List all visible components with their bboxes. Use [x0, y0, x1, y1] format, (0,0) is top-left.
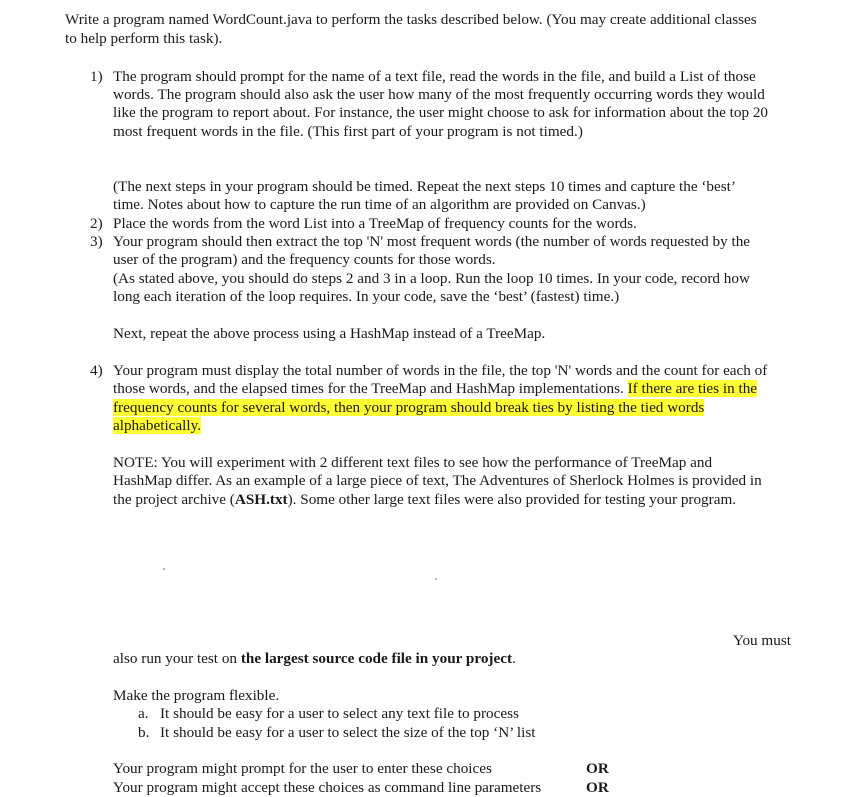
timed-note-line: time. Notes about how to capture the run time of an algorithm are provided on Canvas.): [113, 196, 646, 213]
also-run-text: also run your test on: [113, 650, 241, 667]
step3-line: Your program should then extract the top 'N' most frequent words (the number of words requested by the: [113, 233, 751, 250]
step4-line: [113, 380, 757, 398]
file-name: ASH.txt: [234, 491, 288, 508]
scan-speck: [163, 568, 165, 570]
list-marker: b.: [138, 724, 150, 741]
note-line: [113, 491, 736, 509]
step1-line: like the program to report about. For instance, the user might choose to ask for information about the top 20: [113, 104, 769, 121]
step1-line: The program should prompt for the name of a text file, read the words in the file, and build a List of those: [113, 68, 756, 85]
also-run-emphasis: the largest source code file in your project: [240, 650, 513, 667]
step1-line: most frequent words in the file. (This first part of your program is not timed.): [113, 123, 583, 140]
step4-plain-text: those words, and the elapsed times for the TreeMap and HashMap implementations.: [113, 380, 628, 397]
note-text: the project archive (: [113, 491, 235, 508]
step4-line: [113, 417, 201, 435]
also-run-text: .: [512, 650, 516, 667]
step-number: 2): [90, 215, 103, 232]
intro-line: Write a program named WordCount.java to perform the tasks described below. (You may create additional classes: [65, 11, 757, 28]
list-item: It should be easy for a user to select any text file to process: [160, 705, 519, 722]
or-tag: OR: [586, 760, 609, 777]
step2-line: Place the words from the word List into a TreeMap of frequency counts for the words.: [113, 215, 637, 232]
step4-line: Your program must display the total number of words in the file, the top 'N' words and the count for each of: [113, 362, 768, 379]
you-must-text: You must: [733, 632, 791, 649]
highlighted-text: frequency counts for several words, then your program should break ties by listing the tied words: [113, 399, 705, 416]
timed-note-line: (The next steps in your program should be timed. Repeat the next steps 10 times and capture the ‘best’: [113, 178, 736, 195]
step-number: 1): [90, 68, 103, 85]
step-number: 3): [90, 233, 103, 250]
scan-speck: [435, 578, 437, 580]
note-line: NOTE: You will experiment with 2 different text files to see how the performance of TreeMap and: [113, 454, 713, 471]
list-item: It should be easy for a user to select the size of the top ‘N’ list: [160, 724, 536, 741]
or-tag: OR: [586, 779, 609, 796]
step3-line: long each iteration of the loop requires. In your code, save the ‘best’ (fastest) time.): [113, 288, 620, 305]
note-line: HashMap differ. As an example of a large piece of text, The Adventures of Sherlock Holmes is provided in: [113, 472, 762, 489]
step3-line: user of the program) and the frequency counts for those words.: [113, 251, 496, 268]
highlighted-text: If there are ties in the: [627, 380, 758, 397]
step3-line: (As stated above, you should do steps 2 and 3 in a loop. Run the loop 10 times. In your code, record how: [113, 270, 750, 287]
step4-line: [113, 399, 704, 417]
intro-line: to help perform this task).: [65, 30, 223, 47]
choice-text: Your program might prompt for the user to enter these choices: [113, 760, 492, 777]
also-run-line: [113, 650, 516, 668]
choice-text: Your program might accept these choices as command line parameters: [113, 779, 542, 796]
step-number: 4): [90, 362, 103, 379]
repeat-note: Next, repeat the above process using a HashMap instead of a TreeMap.: [113, 325, 546, 342]
flexible-heading: Make the program flexible.: [113, 687, 280, 704]
highlighted-text: alphabetically.: [113, 417, 201, 434]
step1-line: words. The program should also ask the user how many of the most frequently occurring words they would: [113, 86, 765, 103]
list-marker: a.: [138, 705, 149, 722]
note-text: ). Some other large text files were also provided for testing your program.: [287, 491, 737, 508]
